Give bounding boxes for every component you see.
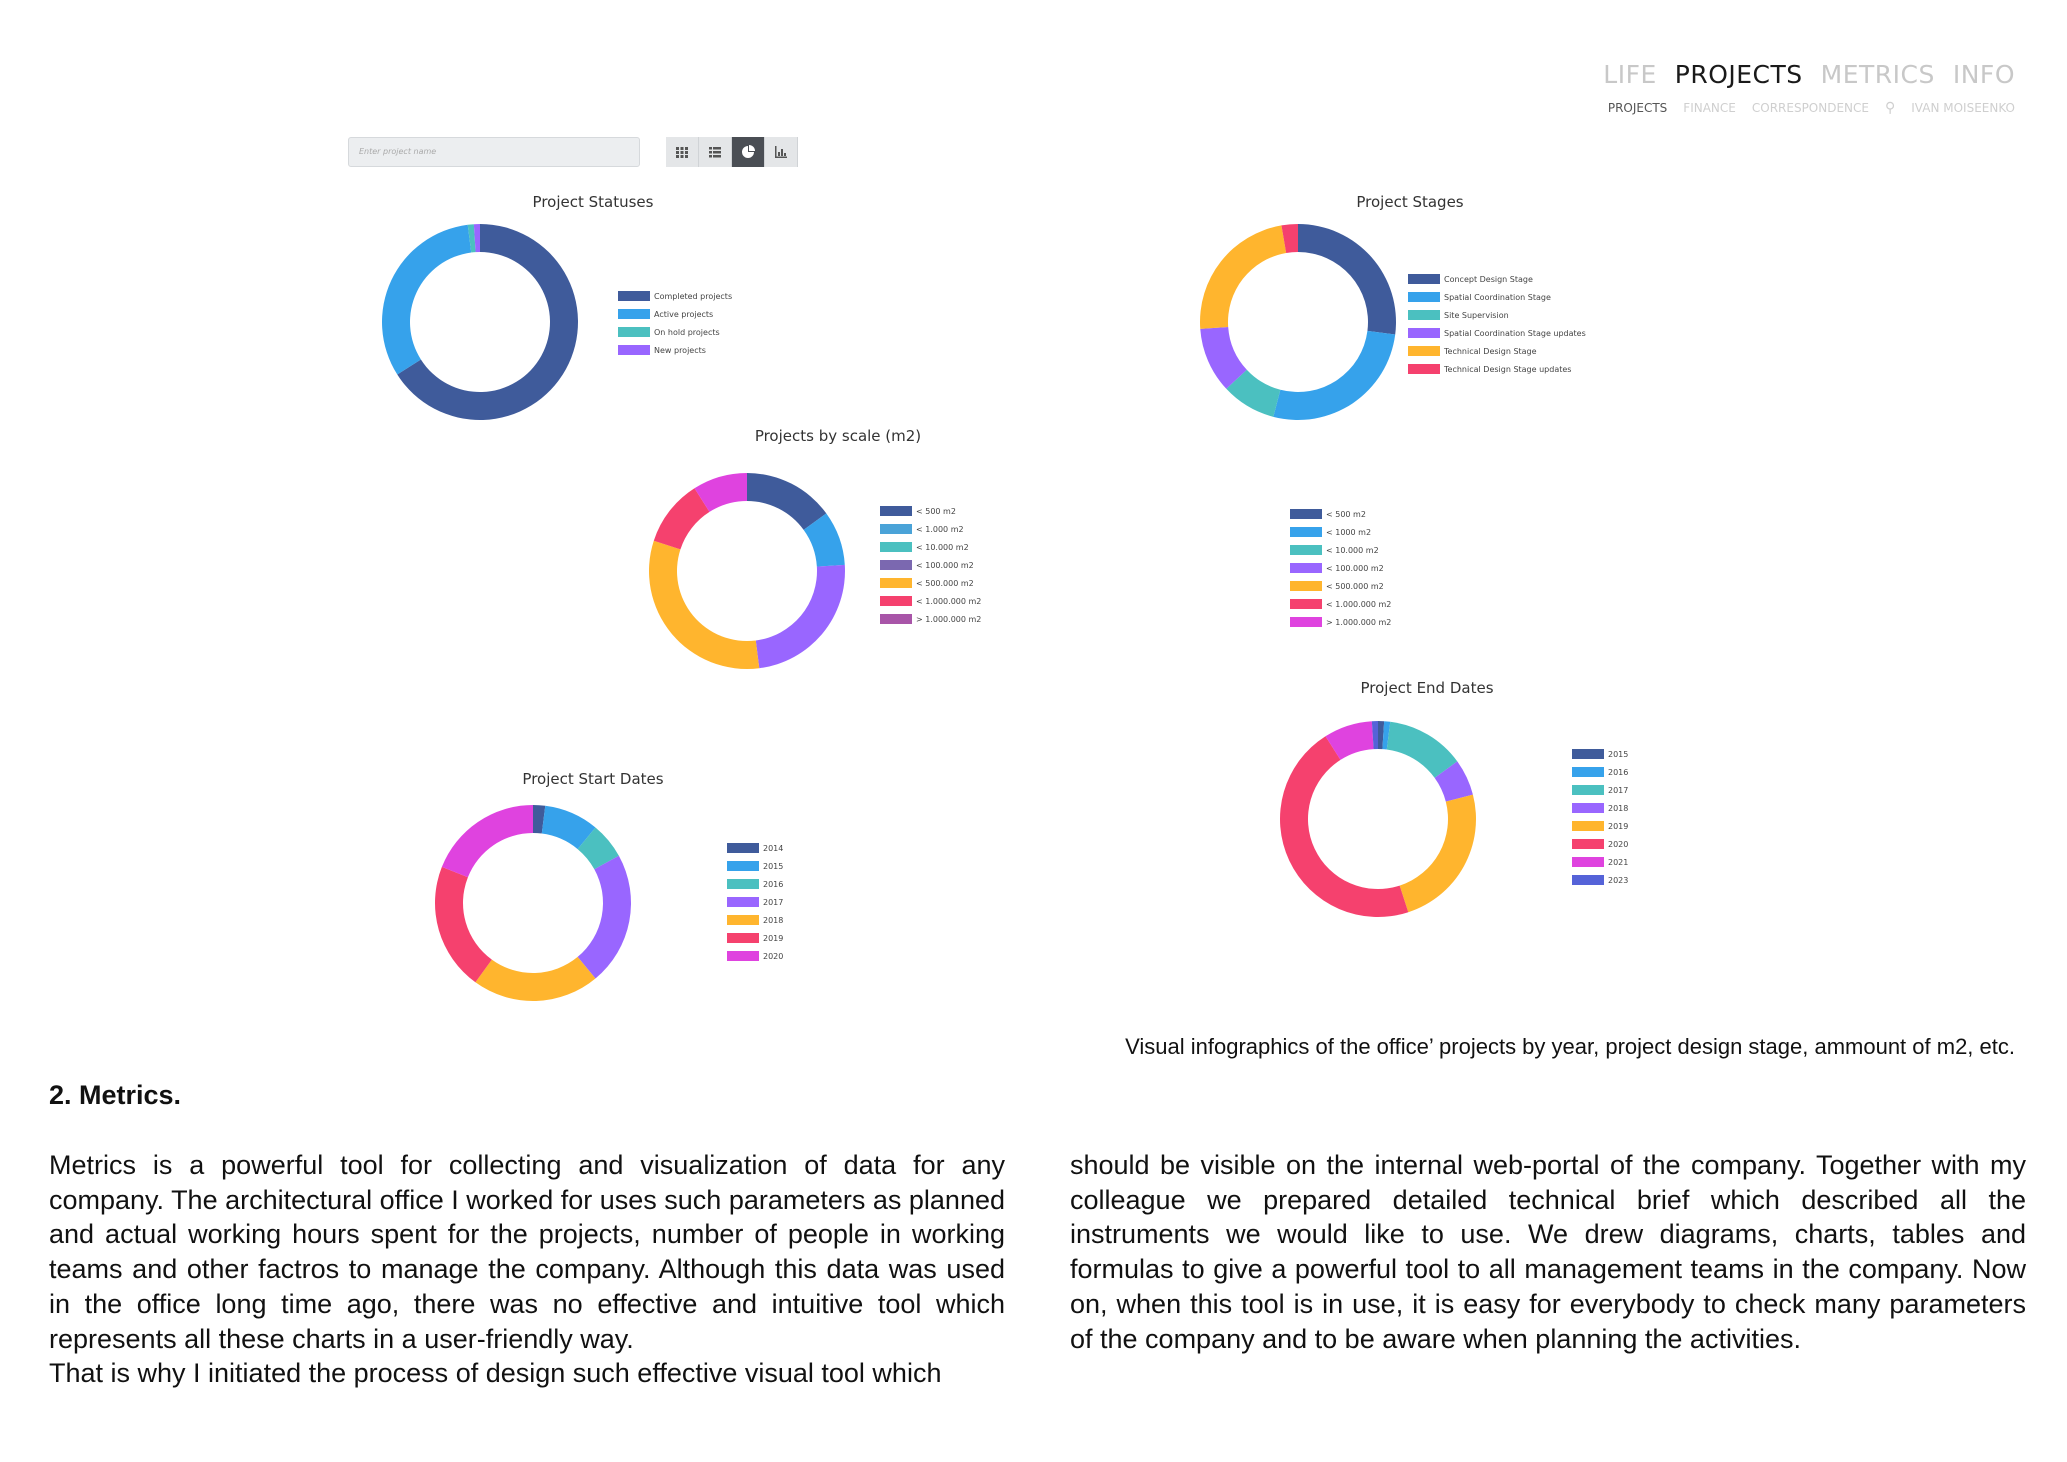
bar-view-button[interactable] <box>765 137 798 167</box>
figure-caption: Visual infographics of the office’ projects by year, project design stage, ammount of m2, etc. <box>1125 1034 2015 1059</box>
list-view-icon <box>707 144 723 160</box>
donut-slice <box>382 225 471 375</box>
legend-item <box>1408 324 1586 342</box>
legend-label: 2019 <box>763 933 784 943</box>
project-search-input[interactable] <box>348 137 640 167</box>
legend-swatch <box>727 861 759 871</box>
legend-swatch <box>1572 821 1604 831</box>
legend-item <box>1572 835 1628 853</box>
grid-view-button[interactable] <box>666 137 699 167</box>
donut-slice <box>1200 225 1286 329</box>
legend-label: 2019 <box>1608 821 1629 831</box>
legend-swatch <box>727 879 759 889</box>
statuses-legend <box>618 287 732 359</box>
legend-label: 2023 <box>1608 875 1629 885</box>
legend-label: 2015 <box>763 861 784 871</box>
legend-swatch <box>1572 749 1604 759</box>
sub-nav <box>1608 100 2015 116</box>
pie-chart-icon <box>740 144 756 160</box>
legend-label: Concept Design Stage <box>1444 274 1533 284</box>
subnav-item-finance[interactable]: FINANCE <box>1683 101 1736 115</box>
legend-item <box>1572 763 1628 781</box>
legend-label: 2020 <box>763 951 784 961</box>
legend-label: Technical Design Stage <box>1444 346 1537 356</box>
stages-donut <box>1198 222 1398 422</box>
legend-item <box>727 929 783 947</box>
donut-slice <box>1280 736 1408 917</box>
legend-swatch <box>1290 617 1322 627</box>
legend-swatch <box>727 951 759 961</box>
nav-item-metrics[interactable]: METRICS <box>1820 60 1935 89</box>
legend-label: Active projects <box>654 309 714 319</box>
legend-item <box>880 538 981 556</box>
legend-label: Technical Design Stage updates <box>1444 364 1572 374</box>
statuses-donut <box>380 222 580 422</box>
legend-item <box>1290 523 1391 541</box>
legend-label: < 1.000.000 m2 <box>916 596 982 606</box>
subnav-item-correspondence[interactable]: CORRESPONDENCE <box>1751 101 1869 115</box>
start-dates-donut <box>433 803 633 1003</box>
end-dates-legend <box>1572 745 1628 889</box>
legend-swatch <box>1408 364 1440 374</box>
legend-item <box>1572 871 1628 889</box>
legend-item <box>880 610 981 628</box>
legend-swatch <box>880 614 912 624</box>
legend-label: < 500 m2 <box>916 506 956 516</box>
legend-swatch <box>880 560 912 570</box>
legend-label: 2018 <box>763 915 784 925</box>
legend-swatch <box>618 345 650 355</box>
view-toggle-group <box>666 137 798 167</box>
scale-legend <box>880 502 981 628</box>
body-paragraph: should be visible on the internal web-portal of the company. Together with my colleague we prepared detailed technical brief which described all the instruments we would like to use. We drew diagrams, charts, tables and formulas to give a powerful tool to all management teams in the company. Now on, when this tool is in use, it is easy for everybody to check many parameters of the company and to be aware when planning the activities. <box>1070 1150 2026 1354</box>
legend-item <box>1572 781 1628 799</box>
legend-swatch <box>880 542 912 552</box>
legend-label: < 500.000 m2 <box>1326 581 1384 591</box>
donut-slice <box>435 867 492 982</box>
legend-swatch <box>1290 509 1322 519</box>
legend-label: < 500 m2 <box>1326 509 1366 519</box>
legend-item <box>1290 505 1391 523</box>
legend-label: > 1.000.000 m2 <box>916 614 982 624</box>
donut-slice <box>649 541 759 669</box>
grid-view-icon <box>674 144 690 160</box>
legend-item <box>1408 342 1586 360</box>
legend-item <box>1290 595 1391 613</box>
legend-label: 2016 <box>1608 767 1629 777</box>
legend-label: 2017 <box>763 897 784 907</box>
legend-swatch <box>1408 328 1440 338</box>
legend-item <box>618 305 732 323</box>
chart-title-end-dates: Project End Dates <box>1360 679 1494 697</box>
legend-swatch <box>1290 545 1322 555</box>
legend-label: < 100.000 m2 <box>916 560 974 570</box>
donut-slice <box>1273 331 1395 420</box>
legend-label: > 1.000.000 m2 <box>1326 617 1392 627</box>
legend-item <box>1572 745 1628 763</box>
bar-chart-icon <box>773 144 789 160</box>
legend-item <box>727 839 783 857</box>
nav-item-projects[interactable]: PROJECTS <box>1674 60 1803 89</box>
legend-label: < 1.000 m2 <box>916 524 964 534</box>
legend-label: On hold projects <box>654 327 720 337</box>
legend-label: < 10.000 m2 <box>1326 545 1379 555</box>
donut-slice <box>747 473 826 530</box>
legend-label: < 1.000.000 m2 <box>1326 599 1392 609</box>
legend-swatch <box>1408 274 1440 284</box>
legend-label: < 500.000 m2 <box>916 578 974 588</box>
magnifier-icon[interactable]: ⚲ <box>1885 100 1896 116</box>
legend-label: New projects <box>654 345 706 355</box>
legend-label: < 1000 m2 <box>1326 527 1372 537</box>
legend-item <box>1572 853 1628 871</box>
legend-swatch <box>1290 527 1322 537</box>
legend-item <box>1290 541 1391 559</box>
subnav-item-user[interactable]: IVAN MOISEENKO <box>1911 101 2015 115</box>
stages-legend <box>1408 270 1586 378</box>
legend-swatch <box>618 291 650 301</box>
legend-label: Spatial Coordination Stage <box>1444 292 1551 302</box>
legend-item <box>880 520 981 538</box>
legend-item <box>1290 613 1391 631</box>
donut-slice <box>1400 795 1476 913</box>
legend-swatch <box>1290 563 1322 573</box>
chart-title-start-dates: Project Start Dates <box>522 770 664 788</box>
legend-label: 2017 <box>1608 785 1629 795</box>
legend-item <box>618 341 732 359</box>
legend-swatch <box>1572 839 1604 849</box>
legend-item <box>727 947 783 965</box>
chart-title-statuses: Project Statuses <box>532 193 654 211</box>
chart-title-stages: Project Stages <box>1356 193 1464 211</box>
legend-label: < 100.000 m2 <box>1326 563 1384 573</box>
legend-item <box>880 574 981 592</box>
legend-label: 2020 <box>1608 839 1629 849</box>
subnav-item-projects[interactable]: PROJECTS <box>1607 101 1668 115</box>
legend-swatch <box>727 933 759 943</box>
legend-swatch <box>1572 785 1604 795</box>
legend-label: Site Supervision <box>1444 310 1509 320</box>
legend-item <box>727 857 783 875</box>
nav-item-life[interactable]: LIFE <box>1603 60 1657 89</box>
legend-swatch <box>880 578 912 588</box>
legend-item <box>880 502 981 520</box>
legend-swatch <box>1572 767 1604 777</box>
legend-swatch <box>727 897 759 907</box>
legend-item <box>880 556 981 574</box>
legend-item <box>727 911 783 929</box>
body-paragraph: That is why I initiated the process of design such effective visual tool which <box>49 1358 942 1389</box>
legend-swatch <box>618 309 650 319</box>
chart-title-scale: Projects by scale (m2) <box>754 427 922 445</box>
donut-slice <box>756 565 845 668</box>
legend-item <box>1572 799 1628 817</box>
legend-item <box>618 323 732 341</box>
list-view-button[interactable] <box>699 137 732 167</box>
donut-slice <box>442 805 533 877</box>
legend-swatch <box>880 596 912 606</box>
start-dates-legend <box>727 839 783 965</box>
legend-item <box>1290 559 1391 577</box>
legend-item <box>727 875 783 893</box>
legend-item <box>1408 270 1586 288</box>
legend-label: 2021 <box>1608 857 1629 867</box>
body-column-left <box>49 1148 1005 1391</box>
legend-label: < 10.000 m2 <box>916 542 969 552</box>
legend-label: Completed projects <box>654 291 733 301</box>
legend-swatch <box>1572 857 1604 867</box>
legend-swatch <box>618 327 650 337</box>
body-column-right <box>1070 1148 2026 1356</box>
legend-item <box>1290 577 1391 595</box>
scale-legend-alt <box>1290 505 1391 631</box>
legend-swatch <box>1572 875 1604 885</box>
legend-swatch <box>727 915 759 925</box>
section-heading: 2. Metrics. <box>49 1080 182 1110</box>
scale-donut <box>647 471 847 671</box>
donut-slice <box>578 856 631 979</box>
legend-item <box>1408 288 1586 306</box>
legend-label: 2018 <box>1608 803 1629 813</box>
nav-item-info[interactable]: INFO <box>1952 60 2015 89</box>
legend-item <box>618 287 732 305</box>
donut-slice <box>475 957 595 1001</box>
legend-label: Spatial Coordination Stage updates <box>1444 328 1586 338</box>
legend-item <box>1408 306 1586 324</box>
main-nav <box>1603 60 2015 89</box>
legend-swatch <box>1290 599 1322 609</box>
legend-item <box>1408 360 1586 378</box>
legend-swatch <box>727 843 759 853</box>
body-paragraph: Metrics is a powerful tool for collecting and visualization of data for any company. The architectural office I worked for uses such parameters as planned and actual working hours spent for the projects, number of people in working teams and other factros to manage the company. Although this data was used in the office long time ago, there was no effective and intuitive tool which represents all these charts in a user-friendly way. <box>49 1150 1005 1354</box>
legend-label: 2015 <box>1608 749 1629 759</box>
donut-slice <box>1298 224 1396 334</box>
end-dates-donut <box>1278 719 1478 919</box>
legend-item <box>1572 817 1628 835</box>
legend-label: 2016 <box>763 879 784 889</box>
search-placeholder: Enter project name <box>359 147 437 156</box>
legend-item <box>880 592 981 610</box>
legend-item <box>727 893 783 911</box>
legend-swatch <box>1408 292 1440 302</box>
legend-swatch <box>1290 581 1322 591</box>
legend-label: 2014 <box>763 843 784 853</box>
legend-swatch <box>1572 803 1604 813</box>
pie-view-button[interactable] <box>732 137 765 167</box>
legend-swatch <box>880 506 912 516</box>
legend-swatch <box>1408 310 1440 320</box>
legend-swatch <box>880 524 912 534</box>
legend-swatch <box>1408 346 1440 356</box>
